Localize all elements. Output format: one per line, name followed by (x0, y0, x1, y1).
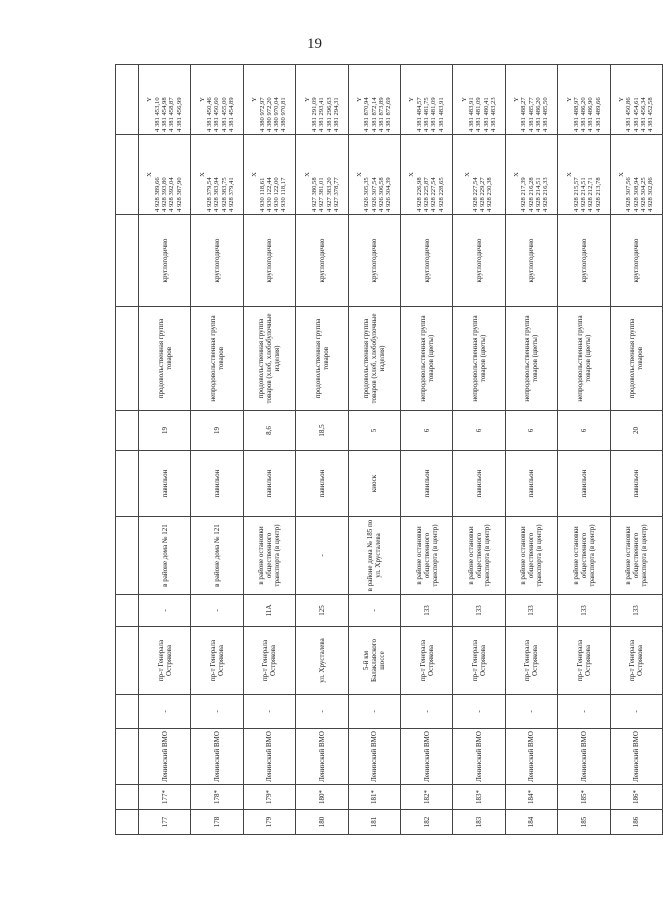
table-header-row (116, 65, 139, 835)
landmark-cell: в районе дома № 185 по ул. Хрусталева (348, 517, 400, 595)
landmark-cell: в районе остановки общественного транспорта (в центр) (558, 517, 610, 595)
street-cell: 5-й км Балаклавского шоссе (348, 627, 400, 695)
y-coordinate-value: 4 381 450,60 (213, 97, 221, 132)
area-cell: 6 (558, 411, 610, 451)
landmark-cell: в районе дома № 121 (139, 517, 191, 595)
x-coordinate-value: 4 928 392,04 (168, 177, 176, 212)
scheme-code-cell: 185* (558, 785, 610, 810)
specialization-cell: непродовольственная группа товаров (191, 307, 243, 411)
object-type-cell: павильон (139, 451, 191, 517)
house-cell: - (139, 595, 191, 627)
header-cell (116, 411, 139, 451)
object-type-cell: павильон (610, 451, 662, 517)
y-coordinate-value: Y (565, 97, 573, 102)
x-coordinate-value: 4 927 380,58 (310, 177, 318, 212)
header-cell (116, 810, 139, 835)
object-cell: - (610, 695, 662, 729)
specialization-cell: непродовольственная группа товаров (цветы) (400, 307, 452, 411)
y-coordinate-value: 4 381 455,00 (220, 97, 228, 132)
y-coordinate-value: 4 381 480,41 (482, 97, 490, 132)
street-cell: пр-т Генерала Острякова (453, 627, 505, 695)
table-row (558, 65, 610, 835)
x-coordinate-value: 4 926 307,54 (370, 177, 378, 212)
district-cell: Ленинский ВМО (348, 729, 400, 785)
district-cell: Ленинский ВМО (139, 729, 191, 785)
y-coordinate-value: 4 381 489,66 (594, 97, 602, 132)
street-cell: пр-т Генерала Острякова (191, 627, 243, 695)
scheme-code-cell: 182* (400, 785, 452, 810)
x-coordinate-value: 4 928 383,94 (213, 177, 221, 212)
district-cell: Ленинский ВМО (296, 729, 348, 785)
district-cell: Ленинский ВМО (243, 729, 295, 785)
specialization-cell: непродовольственная группа товаров (цветы) (453, 307, 505, 411)
y-coordinate-value: 4 381 296,63 (325, 97, 333, 132)
x-coordinate-value: 4 927 383,20 (325, 177, 333, 212)
district-cell: Ленинский ВМО (610, 729, 662, 785)
kiosk-placement-table (115, 64, 663, 835)
x-coordinate-value: 4 926 304,39 (385, 177, 393, 212)
y-coordinate-value: Y (618, 97, 626, 102)
y-coordinate-value: 4 381 456,99 (175, 97, 183, 132)
x-coordinate-value: 4 928 379,54 (206, 177, 214, 212)
header-cell (116, 695, 139, 729)
x-coordinate-value: 4 928 228,65 (437, 177, 445, 212)
x-coordinate-value: 4 928 216,33 (542, 177, 550, 212)
period-cell: круглогодично (505, 215, 557, 307)
table-rotation-frame (115, 65, 663, 835)
y-coordinate-value: 4 381 456,34 (639, 97, 647, 132)
scheme-code-cell: 181* (348, 785, 400, 810)
specialization-cell: непродовольственная группа товаров (цветы) (558, 307, 610, 411)
y-coordinate-value: 4 381 481,09 (475, 97, 483, 132)
header-cell (116, 627, 139, 695)
specialization-cell: непродовольственная группа товаров (цветы) (505, 307, 557, 411)
y-coordinate-value: 4 380 970,81 (280, 97, 288, 132)
y-coordinate-value: 4 381 452,58 (647, 97, 655, 132)
district-cell: Ленинский ВМО (400, 729, 452, 785)
x-coordinate-value: 4 928 225,87 (423, 177, 430, 212)
row-number-cell: 181 (348, 810, 400, 835)
x-coordinates-cell (139, 135, 191, 215)
y-coordinate-value: 4 381 485,77 (527, 97, 535, 132)
y-coordinate-value: 4 381 873,89 (377, 97, 385, 132)
area-cell: 18,5 (296, 411, 348, 451)
object-cell: - (348, 695, 400, 729)
house-cell: - (191, 595, 243, 627)
x-coordinate-value: X (618, 172, 626, 177)
y-coordinate-value: 4 381 486,20 (535, 97, 543, 132)
object-cell: - (191, 695, 243, 729)
street-cell: пр-т Генерала Острякова (505, 627, 557, 695)
table-row (453, 65, 505, 835)
specialization-cell: продовольственная группа товаров (хлеб, хлебобулочные изделия) (348, 307, 400, 411)
x-coordinate-value: 4 930 122,00 (273, 177, 281, 212)
scheme-code-cell: 180* (296, 785, 348, 810)
landmark-cell: - (296, 517, 348, 595)
y-coordinates-cell (453, 65, 505, 135)
y-coordinates-cell (139, 65, 191, 135)
x-coordinate-value: 4 928 217,39 (520, 177, 528, 212)
x-coordinate-value: 4 926 305,35 (363, 177, 371, 212)
x-coordinates-cell (558, 135, 610, 215)
y-coordinate-value: 4 381 450,86 (625, 97, 633, 132)
x-coordinate-value: 4 928 226,98 (415, 177, 423, 212)
y-coordinates-cell (558, 65, 610, 135)
x-coordinate-value: 4 928 230,38 (486, 177, 494, 212)
x-coordinate-value: 4 930 118,17 (280, 177, 288, 212)
x-coordinate-value: X (251, 172, 259, 177)
y-coordinate-value: 4 381 454,89 (228, 97, 236, 132)
header-cell (116, 595, 139, 627)
district-cell: Ленинский ВМО (453, 729, 505, 785)
object-cell: - (243, 695, 295, 729)
period-cell: круглогодично (296, 215, 348, 307)
y-coordinate-value: 4 381 453,10 (153, 97, 161, 132)
header-cell (116, 215, 139, 307)
x-coordinates-cell (191, 135, 243, 215)
area-cell: 19 (139, 411, 191, 451)
page-number: 19 (307, 36, 322, 52)
header-cell (116, 135, 139, 215)
x-coordinate-value: 4 927 378,77 (332, 177, 340, 212)
street-cell: пр-т Генерала Острякова (400, 627, 452, 695)
table-row (505, 65, 557, 835)
y-coordinate-value: 4 381 481,09 (430, 97, 438, 132)
landmark-cell: в районе дома № 121 (191, 517, 243, 595)
rotated-table-container (115, 65, 663, 835)
object-cell: - (400, 695, 452, 729)
period-cell: круглогодично (139, 215, 191, 307)
street-cell: пр-т Генерала Острякова (558, 627, 610, 695)
y-coordinates-cell (610, 65, 662, 135)
y-coordinate-value: 4 381 483,91 (437, 97, 445, 132)
y-coordinates-cell (400, 65, 452, 135)
area-cell: 20 (610, 411, 662, 451)
y-coordinate-value: 4 381 450,46 (206, 97, 214, 132)
street-cell: пр-т Генерала Острякова (139, 627, 191, 695)
x-coordinate-value: 4 928 227,54 (430, 177, 438, 212)
scheme-code-cell: 178* (191, 785, 243, 810)
period-cell: круглогодично (610, 215, 662, 307)
scheme-code-cell: 179* (243, 785, 295, 810)
landmark-cell: в районе остановки общественного транспорта (в центр) (453, 517, 505, 595)
x-coordinate-value: X (565, 172, 573, 177)
y-coordinate-value: 4 381 291,09 (310, 97, 318, 132)
header-cell (116, 517, 139, 595)
y-coordinate-value: Y (408, 97, 416, 102)
object-cell: - (505, 695, 557, 729)
header-cell (116, 451, 139, 517)
period-cell: круглогодично (453, 215, 505, 307)
table-row (139, 65, 191, 835)
row-number-cell: 177 (139, 810, 191, 835)
house-cell: 125 (296, 595, 348, 627)
x-coordinate-value: X (408, 172, 416, 177)
object-type-cell: павильон (558, 451, 610, 517)
y-coordinate-value: 4 381 872,14 (370, 97, 378, 132)
y-coordinates-cell (296, 65, 348, 135)
y-coordinate-value: Y (513, 97, 521, 102)
scheme-code-cell: 184* (505, 785, 557, 810)
object-cell: - (296, 695, 348, 729)
scheme-code-cell: 186* (610, 785, 662, 810)
area-cell: 5 (348, 411, 400, 451)
object-type-cell: киоск (348, 451, 400, 517)
x-coordinate-value: 4 928 213,78 (594, 177, 602, 212)
y-coordinate-value: 4 381 481,75 (423, 97, 430, 132)
y-coordinate-value: 4 381 458,87 (168, 97, 176, 132)
y-coordinate-value: Y (460, 97, 468, 102)
district-cell: Ленинский ВМО (505, 729, 557, 785)
specialization-cell: продовольственная группа товаров (139, 307, 191, 411)
row-number-cell: 180 (296, 810, 348, 835)
header-cell (116, 65, 139, 135)
row-number-cell: 179 (243, 810, 295, 835)
street-cell: пр-т Генерала Острякова (243, 627, 295, 695)
x-coordinate-value: 4 928 308,94 (632, 177, 640, 212)
y-coordinate-value: 4 381 454,98 (161, 97, 169, 132)
area-cell: 8,6 (243, 411, 295, 451)
x-coordinate-value: X (356, 172, 364, 177)
x-coordinate-value: 4 928 215,57 (572, 177, 580, 212)
x-coordinates-cell (243, 135, 295, 215)
area-cell: 19 (191, 411, 243, 451)
street-cell: пр-т Генерала Острякова (610, 627, 662, 695)
x-coordinate-value: 4 928 214,51 (580, 177, 588, 212)
period-cell: круглогодично (191, 215, 243, 307)
x-coordinate-value: X (464, 172, 472, 177)
x-coordinate-value: X (303, 172, 311, 177)
object-type-cell: павильон (505, 451, 557, 517)
x-coordinates-cell (505, 135, 557, 215)
row-number-cell: 186 (610, 810, 662, 835)
object-type-cell: павильон (400, 451, 452, 517)
table-row (348, 65, 400, 835)
y-coordinate-value: 4 381 483,91 (468, 97, 476, 132)
x-coordinate-value: 4 928 379,41 (228, 177, 236, 212)
x-coordinate-value: 4 928 302,86 (647, 177, 655, 212)
y-coordinate-value: 4 381 484,57 (415, 97, 423, 132)
y-coordinate-value: 4 380 972,20 (265, 97, 273, 132)
period-cell: круглогодично (348, 215, 400, 307)
y-coordinate-value: 4 380 970,04 (273, 97, 281, 132)
house-cell: 133 (610, 595, 662, 627)
x-coordinates-cell (296, 135, 348, 215)
row-number-cell: 183 (453, 810, 505, 835)
street-cell: ул. Хрусталева (296, 627, 348, 695)
x-coordinate-value: 4 928 393,80 (161, 177, 169, 212)
header-cell (116, 729, 139, 785)
y-coordinate-value: Y (146, 97, 154, 102)
specialization-cell: продовольственная группа товаров (296, 307, 348, 411)
object-cell: - (139, 695, 191, 729)
y-coordinate-value: 4 381 454,61 (632, 97, 640, 132)
house-cell: 133 (453, 595, 505, 627)
y-coordinate-value: 4 381 872,69 (385, 97, 393, 132)
scheme-code-cell: 183* (453, 785, 505, 810)
y-coordinate-value: 4 381 293,41 (318, 97, 326, 132)
y-coordinate-value: 4 381 870,94 (363, 97, 371, 132)
y-coordinate-value: Y (198, 97, 206, 102)
x-coordinate-value: 4 928 212,71 (587, 177, 595, 212)
x-coordinate-value: 4 928 227,54 (471, 177, 479, 212)
y-coordinate-value: 4 381 488,97 (572, 97, 580, 132)
district-cell: Ленинский ВМО (558, 729, 610, 785)
area-cell: 6 (400, 411, 452, 451)
x-coordinate-value: 4 928 214,51 (535, 177, 543, 212)
y-coordinates-cell (243, 65, 295, 135)
y-coordinate-value: 4 381 488,27 (520, 97, 528, 132)
y-coordinate-value: 4 380 972,97 (258, 97, 266, 132)
y-coordinate-value: 4 381 486,90 (587, 97, 595, 132)
object-type-cell: павильон (453, 451, 505, 517)
x-coordinate-value: 4 930 118,61 (258, 177, 266, 212)
x-coordinate-value: 4 928 383,75 (220, 177, 228, 212)
x-coordinate-value: 4 926 306,58 (377, 177, 385, 212)
x-coordinate-value: 4 928 389,66 (153, 177, 161, 212)
x-coordinate-value: 4 930 122,44 (265, 177, 273, 212)
scheme-code-cell: 177* (139, 785, 191, 810)
header-cell (116, 785, 139, 810)
x-coordinates-cell (400, 135, 452, 215)
y-coordinate-value: 4 381 294,31 (332, 97, 340, 132)
object-type-cell: павильон (243, 451, 295, 517)
landmark-cell: в районе остановки общественного транспорта (в центр) (400, 517, 452, 595)
y-coordinate-value: 4 381 483,23 (489, 97, 497, 132)
object-type-cell: павильон (191, 451, 243, 517)
table-row (296, 65, 348, 835)
x-coordinate-value: 4 928 387,90 (175, 177, 183, 212)
y-coordinate-value: Y (303, 97, 311, 102)
house-cell: 133 (400, 595, 452, 627)
district-cell: Ленинский ВМО (191, 729, 243, 785)
landmark-cell: в районе остановки общественного транспорта (в центр) (243, 517, 295, 595)
x-coordinate-value: 4 928 304,25 (639, 177, 647, 212)
y-coordinates-cell (348, 65, 400, 135)
x-coordinate-value: X (146, 172, 154, 177)
table-row (400, 65, 452, 835)
x-coordinate-value: 4 928 229,27 (479, 177, 487, 212)
area-cell: 6 (505, 411, 557, 451)
x-coordinate-value: 4 928 216,28 (527, 177, 535, 212)
row-number-cell: 182 (400, 810, 452, 835)
header-cell (116, 307, 139, 411)
object-cell: - (453, 695, 505, 729)
y-coordinates-cell (191, 65, 243, 135)
x-coordinate-value: X (198, 172, 206, 177)
y-coordinate-value: Y (356, 97, 364, 102)
y-coordinate-value: Y (251, 97, 259, 102)
landmark-cell: в районе остановки общественного транспорта (в центр) (610, 517, 662, 595)
period-cell: круглогодично (400, 215, 452, 307)
y-coordinate-value: 4 381 486,20 (580, 97, 588, 132)
period-cell: круглогодично (558, 215, 610, 307)
x-coordinate-value: 4 927 381,01 (318, 177, 326, 212)
row-number-cell: 184 (505, 810, 557, 835)
object-cell: - (558, 695, 610, 729)
house-cell: 133 (558, 595, 610, 627)
table-row (243, 65, 295, 835)
x-coordinates-cell (610, 135, 662, 215)
landmark-cell: в районе остановки общественного транспорта (в центр) (505, 517, 557, 595)
x-coordinates-cell (453, 135, 505, 215)
specialization-cell: продовольственная группа товаров (хлеб, хлебобулочные изделия) (243, 307, 295, 411)
y-coordinate-value: 4 381 485,50 (542, 97, 550, 132)
house-cell: 133 (505, 595, 557, 627)
table-row (610, 65, 662, 835)
table-row (191, 65, 243, 835)
x-coordinates-cell (348, 135, 400, 215)
x-coordinate-value: X (513, 172, 521, 177)
row-number-cell: 178 (191, 810, 243, 835)
area-cell: 6 (453, 411, 505, 451)
house-cell: 11А (243, 595, 295, 627)
house-cell: - (348, 595, 400, 627)
specialization-cell: продовольственная группа товаров (610, 307, 662, 411)
period-cell: круглогодично (243, 215, 295, 307)
x-coordinate-value: 4 928 307,56 (625, 177, 633, 212)
y-coordinates-cell (505, 65, 557, 135)
row-number-cell: 185 (558, 810, 610, 835)
object-type-cell: павильон (296, 451, 348, 517)
